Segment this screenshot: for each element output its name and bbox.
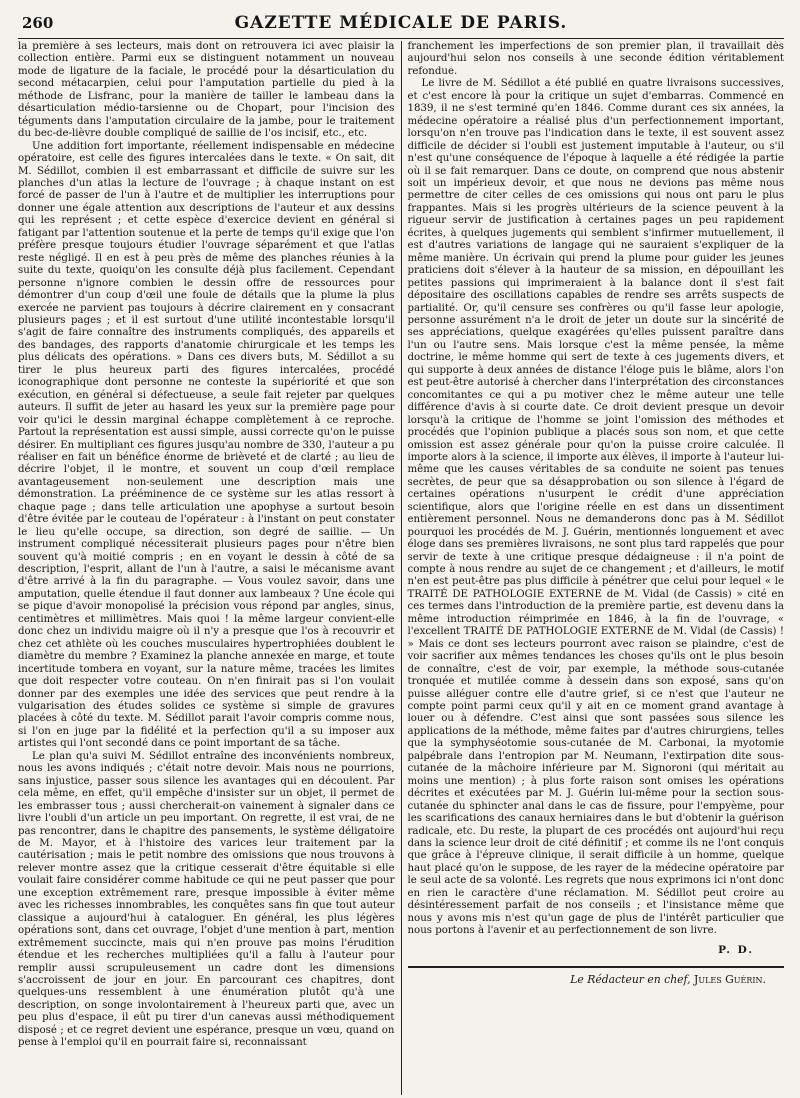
left-paragraph-3: Le plan qu'a suivi M. Sédillot entraîne des inconvénients nombreux, nous les avons indiqués ; c'était notre devoir. Mais nous ne pourrions, sans injustice, passer sous silence les avantages qui en découlent. Par cela même, en effet, qu'il empêche d'insister sur un objet, il permet de les embrasser tous ; aussi chercherait-on vainement à signaler dans ce livre l'oubli d'un article un peu important. On regrette, il est vrai, de ne pas rencontrer, dans le chapitre des pansements, le système déligatoire de M. Mayor, et à l'histoire des varices leur traitement par la cautérisation ; mais le petit nombre des omissions que nous trouvons à relever montre assez que la critique cesserait d'être équitable si elle voulait faire considérer comme habitude ce qui ne peut passer que pour une exception extrêmement rare, presque impossible à éviter même avec les richesses innombrables, les conquêtes sans fin que tout auteur classique a aujourd'hui à cataloguer. En général, les plus légères opérations sont, dans cet ouvrage, l'objet d'une mention à part, mention extrêmement succincte, mais qui n'en prouve pas moins l'érudition étendue et les recherches multipliées qu'il a fallu à l'auteur pour remplir aussi scrupuleusement un cadre dont les dimensions s'accroissent de jour en jour. En parcourant ces chapitres, dont quelques-uns ressemblent à une énumération plutôt qu'à une description, on songe involontairement à l'heureux parti que, avec un peu plus d'espace, il eût pu tirer d'un canevas aussi méthodiquement disposé ; et ce regret devient une espérance, presque un vœu, quand on pense à l'emploi qu'il en pourrait faire si, reconnaissant [18,750,395,1049]
editor-signature [408,974,785,986]
left-paragraph-2: Une addition fort importante, réellement indispensable en médecine opératoire, est celle des figures intercalées dans le texte. « On sait, dit M. Sédillot, combien il est embarrassant et difficile de suivre sur les planches d'un atlas la lecture de l'ouvrage ; à chaque instant on est forcé de passer de l'un à l'autre et de multiplier les interruptions pour donner une égale attention aux descriptions de l'auteur et aux dessins qui les représent ; et cette espèce d'exercice devient en général si fatigant par l'attention soutenue et la perte de temps qu'il exige que l'on préfère presque toujours étudier l'ouvrage séparément et que l'atlas reste négligé. Il en est à peu près de même des planches réunies à la suite du texte, quoiqu'on les consulte déjà plus facilement. Cependant personne n'ignore combien le dessin offre de ressources pour démontrer d'un coup d'œil une foule de détails que la plume la plus exercée ne parvient pas toujours à décrire clairement en y consacrant plusieurs pages ; et il est surtout d'une utilité incontestable lorsqu'il s'agit de faire connaître des instruments compliqués, des appareils et des bandages, des rapports d'anatomie chirurgicale et les temps les plus délicats des opérations. » Dans ces divers buts, M. Sédillot a su tirer le plus heureux parti des figures intercalées, procédé iconographique dont personne ne conteste la supériorité et que son exécution, en général si défectueuse, a seule fait rejeter par quelques auteurs. Il suffit de jeter au hasard les yeux sur la première page pour voir qu'ici le dessin marginal échappe complètement à ce reproche. Partout la représentation est aussi simple, aussi correcte qu'on le puisse désirer. En multipliant ces figures jusqu'au nombre de 330, l'auteur a pu réaliser en fait un bénéfice énorme de brièveté et de clarté ; au lieu de décrire l'objet, il le montre, et souvent un coup d'œil remplace avantageusement non-seulement une description mais une démonstration. La prééminence de ce système sur les atlas ressort à chaque page ; dans telle articulation une apophyse a surtout besoin d'être évitée par le couteau de l'opérateur : à l'instant on peut constater le lieu qu'elle occupe, sa direction, son degré de saillie. — Un instrument compliqué nécessiterait plusieurs pages pour n'être bien souvent qu'à moitié compris ; en en voyant le dessin à côté de sa description, l'esprit, allant de l'un à l'autre, a saisi le mécanisme avant d'être arrivé à la fin du paragraphe. — Vous voulez savoir, dans une amputation, quelle étendue il faut donner aux lambeaux ? Une école qui se pique d'avoir monopolisé la précision vous répond par angles, sinus, centimètres et millimètres. Mais quoi ! la même largeur convient-elle donc chez un individu maigre où il n'y a presque que l'os à recouvrir et chez cet athlète où les couches musculaires hypertrophiées doublent le diamètre du membre ? Examinez la planche annexée en marge, et toute incertitude tombera en voyant, sur la nature même, tracées les limites que doit respecter votre couteau. On n'en finirait pas si l'on voulait donner par des exemples une idée des services que peut rendre à la vulgarisation des études solides ce système si simple de gravures placées à côté du texte. M. Sédillot parait l'avoir compris comme nous, si l'on en juge par la fidélité et la perfection qu'il a su imposer aux artistes qui l'ont secondé dans ce point important de sa tâche. [18,140,395,750]
left-column [18,41,401,1095]
left-paragraph-1: la première à ses lecteurs, mais dont on retrouvera ici avec plaisir la collection entière. Parmi eux se distinguent notamment un nouveau mode de ligature de la faciale, le procédé pour la désarticulation du second métacarpien, celui pour l'amputation partielle du pied à la méthode de Lisfranc, pour la manière de tailler le lambeau dans la désarticulation médio-tarsienne ou de Chopart, pour l'incision des téguments dans l'amputation circulaire de la jambe, pour le traitement du bec-de-lièvre double compliqué de saillie de l'os incisif, etc., etc. [18,41,395,140]
editor-name: Jules Guérin. [694,973,766,987]
page-number: 260 [22,14,54,32]
article-columns [18,41,784,1095]
right-paragraph-1: franchement les imperfections de son premier plan, il travaillait dès aujourd'hui selon nos conseils à une seconde édition véritablement refondue. [407,41,784,77]
signature-divider [408,966,785,968]
author-initials: P. D. [718,943,754,956]
right-column [402,41,785,1095]
page-header [18,12,784,39]
right-paragraph-2: Le livre de M. Sédillot a été publié en quatre livraisons successives, et c'est encore là pour la critique un sujet d'embarras. Commencé en 1839, il ne s'est terminé qu'en 1846. Comme durant ces six années, la médecine opératoire a réalisé plus d'un perfectionnement important, lorsqu'on n'en trouve pas l'indication dans le texte, il est souvent assez difficile de décider si l'oubli est justement imputable à l'auteur, ou s'il n'est qu'une conséquence de l'époque à laquelle a été rédigée la partie où il se fait remarquer. Dans ce doute, on comprend que nous abstenir soit un impérieux devoir, et que nous ne devions pas même nous permettre de citer celles de ces omissions qui nous ont paru le plus frappantes. Mais si les progrès ultérieurs de la science peuvent à la rigueur servir de justification à certaines pages un peu rapidement écrites, à quelques jugements qui semblent s'infirmer mutuellement, il est d'autres variations de langage qui ne sauraient s'expliquer de la même manière. Un écrivain qui prend la plume pour guider les jeunes praticiens doit s'élever à la hauteur de sa mission, en dépouillant les petites passions qui imprimeraient à la balance dont il s'est fait dépositaire des oscillations capables de rendre ses arrêts suspects de partialité. Or, qu'il censure ses confrères ou qu'il fasse leur apologie, personne assurément n'a le droit de jeter un doute sur la sincérité de ses appréciations, quelque exagérées qu'elles puissent paraître dans l'un ou l'autre sens. Mais lorsque c'est la même pensée, la même doctrine, le même homme qui sert de texte à ces jugements divers, et qui supporte à deux années de distance l'éloge puis le blâme, alors l'on est peut-être autorisé à chercher dans l'interprétation des circonstances concomitantes ce qui a pu motiver chez le même auteur une telle différence d'avis à si courte date. Ce droit devient presque un devoir lorsqu'à la critique de l'homme se joint l'omission des méthodes et procédés que l'opinion publique a placés sous son nom, et que cette omission est assez générale pour qu'on la puisse croire calculée. Il importe alors à la science, il importe aux élèves, il importe à l'auteur lui-même que les causes véritables de sa conduite ne soient pas tenues secrètes, de peur que sa désapprobation ou son silence à l'égard de certaines opérations n'usurpent le crédit d'une appréciation scientifique, alors que l'origine réelle en est dans un dissentiment entièrement personnel. Nous ne demanderons donc pas à M. Sédillot pourquoi les procédés de M. J. Guérin, mentionnés longuement et avec éloge dans ses premières livraisons, ne sont plus tard rappelés que pour servir de texte à une critique presque dédaigneuse : il n'a point de compte à nous rendre au sujet de ce changement ; et d'ailleurs, le motif n'en est peut-être pas plus difficile à pénétrer que celui pour lequel « le TRAITÉ DE PATHOLOGIE EXTERNE de M. Vidal (de Cassis) » cité en ces termes dans l'introduction de la première partie, est devenu dans la même introduction réimprimée en 1846, à la fin de l'ouvrage, « l'excellent TRAITÉ DE PATHOLOGIE EXTERNE de M. Vidal (de Cassis) ! » Mais ce dont ses lecteurs pourront avec raison se plaindre, c'est de voir sacrifier aux mêmes tendances les choses qu'ils ont le plus besoin de connaître, c'est de voir, par exemple, la méthode sous-cutanée tronquée et mutilée comme à dessein dans son exposé, sans qu'on puisse alléguer contre elle d'autre grief, si ce n'est que l'auteur ne compte point parmi ceux qu'il y ait en ce moment grand avantage à louer ou à défendre. C'est ainsi que sont passées sous silence les applications de la méthode, même faites par d'autres chirurgiens, telles que la symphyséotomie sous-cutanée de M. Carbonai, la myotomie palpébrale dans l'entropion par M. Neumann, l'extirpation dite sous-cutanée de la mâchoire inférieure par M. Signoroni (qui méritait au moins une mention) ; à plus forte raison sont omises les opérations décrites et exécutées par M. J. Guérin lui-même pour la section sous-cutanée du sphincter anal dans le cas de fissure, pour l'empyème, pour les scarifications des canaux herniaires dans le but d'obtenir la guérison radicale, etc. Du reste, la plupart de ces procédés ont aujourd'hui reçu dans la science leur droit de cité définitif ; et comme ils ne l'ont conquis que grâce à l'épreuve clinique, il serait difficile à un homme, quelque haut placé qu'on le suppose, de les rayer de la médecine opératoire par le seul acte de sa volonté. Les regrets que nous exprimons ici n'ont donc en rien le caractère d'une réclamation. M. Sédillot peut croire au désintéressement parfait de nos conseils ; et l'insistance même que nous y avons mis n'est qu'un gage de plus de l'intérêt particulier que nous portons à l'avenir et au perfectionnement de son livre. [407,78,784,937]
editor-role: Le Rédacteur en chef, [570,973,691,987]
running-title: GAZETTE MÉDICALE DE PARIS. [234,13,568,33]
